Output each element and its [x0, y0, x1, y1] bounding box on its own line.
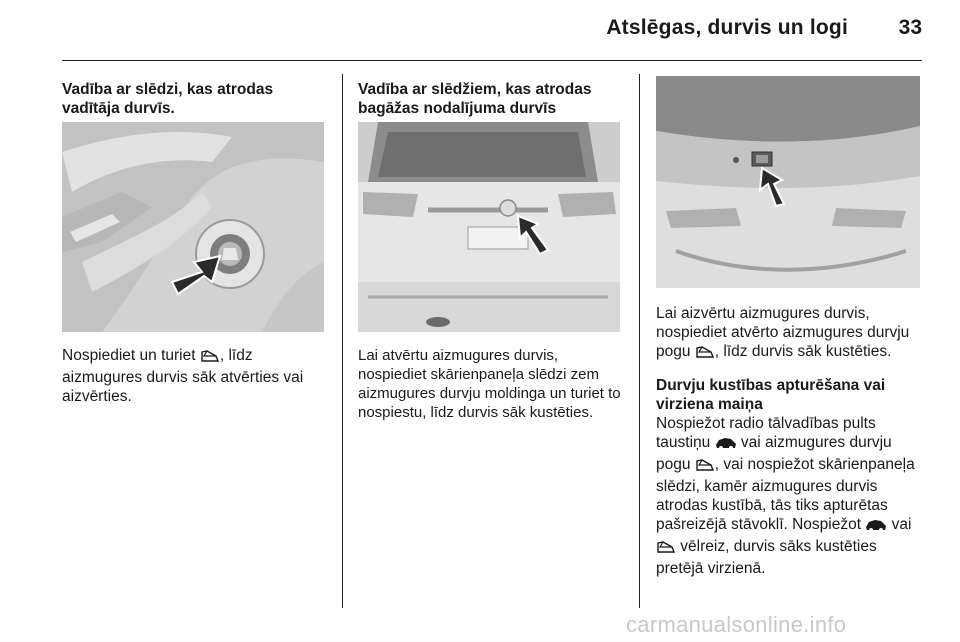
page-header-title: Atslēgas, durvis un logi — [606, 16, 848, 39]
page-number: 33 — [898, 16, 922, 39]
text-fragment: , līdz aizmugures durvis sāk atvērties vai aizvērties. — [62, 347, 304, 405]
column-1-text — [62, 346, 332, 406]
figure-tailgate-close-button — [656, 76, 920, 288]
section-heading-stop-reverse: Durvju kustības apturēšana vai virziena maiņa — [656, 377, 886, 413]
paragraph-close-tailgate — [656, 304, 926, 364]
tailgate-icon — [695, 458, 715, 477]
tailgate-icon — [656, 540, 676, 559]
text-fragment: Nospiežot radio tālvadības pults taustiņu — [656, 415, 876, 451]
watermark: carmanualsonline.info — [626, 612, 847, 637]
tailgate-icon — [200, 349, 220, 368]
column-divider-1 — [342, 74, 343, 608]
column-divider-2 — [639, 74, 640, 608]
column-2-text — [358, 346, 630, 422]
figure-tailgate-touchpad — [358, 122, 620, 332]
column-2-heading-block — [358, 80, 628, 118]
column-1-heading-block — [62, 80, 332, 118]
text-fragment: , vai nospiežot skārienpaneļa slēdzi, kamēr aizmugures durvis atrodas kustībā, tās tiks apturētas pašreizējā stāvoklī. Nospiežot — [656, 456, 915, 533]
text-fragment: Lai aizvērtu aizmugures durvis, nospiediet atvērto aizmugures durvju pogu — [656, 305, 910, 360]
section-heading-driver-door-switch: Vadība ar slēdzi, kas atrodas vadītāja durvīs. — [62, 81, 274, 117]
header-divider — [62, 60, 922, 61]
column-3-text — [656, 304, 926, 578]
paragraph-open-tailgate: Lai atvērtu aizmugures durvis, nospiediet skārienpaneļa slēdzi zem aizmugures durvju moldinga un turiet to nospiestu, līdz durvis sāk kustēties. — [358, 347, 621, 421]
tailgate-icon — [695, 345, 715, 364]
paragraph-driver-door — [62, 346, 332, 406]
text-fragment: vēlreiz, durvis sāks kustēties pretējā virzienā. — [656, 538, 877, 577]
paragraph-stop-reverse — [656, 414, 926, 578]
car-remote-icon — [865, 518, 887, 537]
figure-driver-door-switch — [62, 122, 324, 332]
car-remote-icon — [715, 436, 737, 455]
text-fragment: Nospiediet un turiet — [62, 347, 200, 364]
text-fragment: vai — [887, 516, 912, 533]
text-fragment: , līdz durvis sāk kustēties. — [714, 343, 892, 360]
text-fragment: vai aizmugures durvju pogu — [656, 434, 892, 473]
section-heading-tailgate-switches: Vadība ar slēdžiem, kas atrodas bagāžas nodalījuma durvīs — [358, 81, 592, 117]
